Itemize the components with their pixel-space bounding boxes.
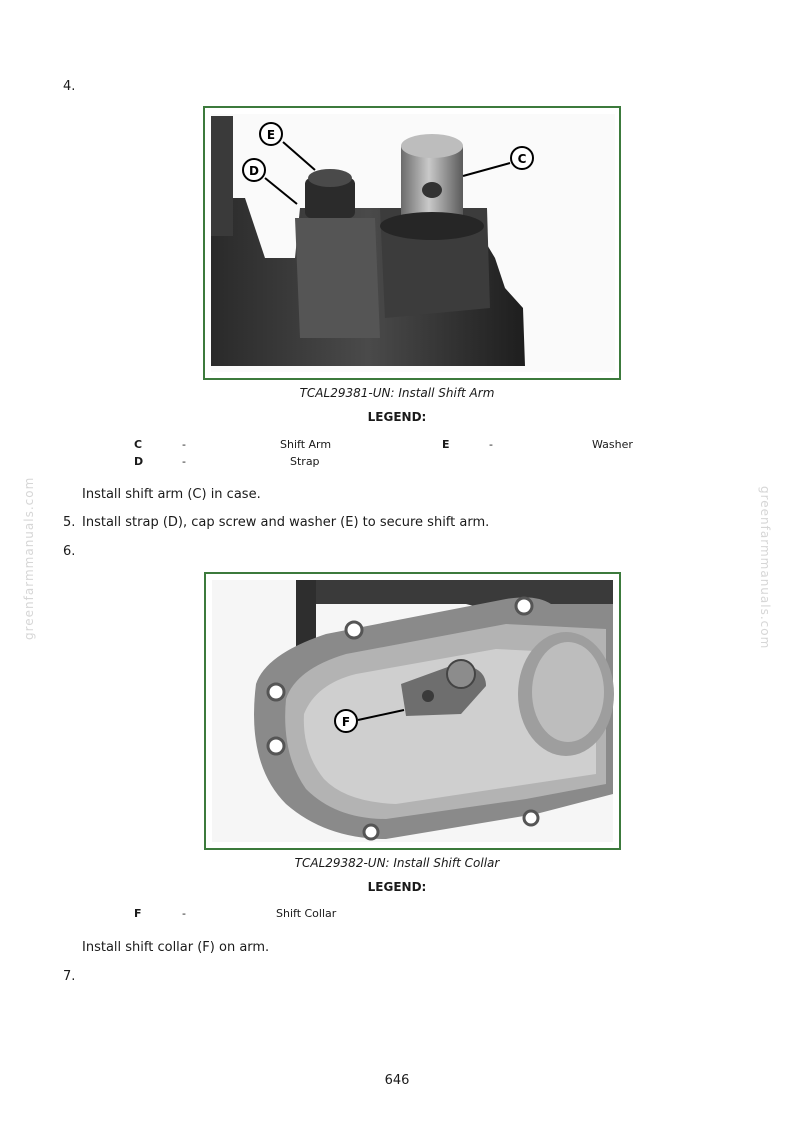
legend-key-f: F [134, 907, 142, 920]
legend-dash-e: - [489, 438, 493, 451]
svg-text:D: D [249, 164, 259, 178]
legend-label-shift-arm: Shift Arm [280, 438, 332, 451]
figure-2-caption: TCAL29382-UN: Install Shift Collar [294, 856, 500, 870]
legend-key-c: C [134, 438, 143, 451]
callout-e [260, 123, 282, 145]
step-4-number: 4. [63, 79, 76, 94]
shift-arm-photo [205, 108, 619, 378]
legend-label-strap: Strap [290, 455, 320, 468]
legend-dash-f: - [182, 907, 186, 920]
step-5-text: Install strap (D), cap screw and washer (E) to secure shift arm. [82, 515, 490, 530]
callout-f [335, 710, 357, 732]
svg-text:F: F [341, 715, 351, 729]
figure-shift-arm [203, 106, 621, 380]
shift-collar-photo [206, 574, 619, 848]
figure-1-legend-title: LEGEND: [367, 410, 427, 424]
legend-label-washer: Washer [592, 438, 633, 451]
svg-text:C: C [517, 152, 527, 166]
step-5-number: 5. [63, 515, 76, 530]
watermark-left: greenfarmmanuals.com [22, 476, 36, 640]
watermark-right: greenfarmmanuals.com [758, 486, 772, 650]
step-6-number: 6. [63, 544, 76, 559]
svg-text:E: E [266, 128, 276, 142]
figure-shift-collar [204, 572, 621, 850]
legend-dash-d: - [182, 455, 186, 468]
figure-1-instruction: Install shift arm (C) in case. [82, 487, 261, 502]
figure-2-legend-title: LEGEND: [367, 880, 427, 894]
callout-d [243, 159, 265, 181]
figure-2-instruction: Install shift collar (F) on arm. [82, 940, 270, 955]
page-number: 646 [384, 1073, 410, 1088]
legend-key-d: D [134, 455, 144, 468]
figure-1-caption: TCAL29381-UN: Install Shift Arm [299, 386, 495, 400]
step-7-number: 7. [63, 969, 76, 984]
callout-c [511, 147, 533, 169]
legend-key-e: E [442, 438, 450, 451]
legend-dash-c: - [182, 438, 186, 451]
legend-label-shift-collar: Shift Collar [276, 907, 337, 920]
